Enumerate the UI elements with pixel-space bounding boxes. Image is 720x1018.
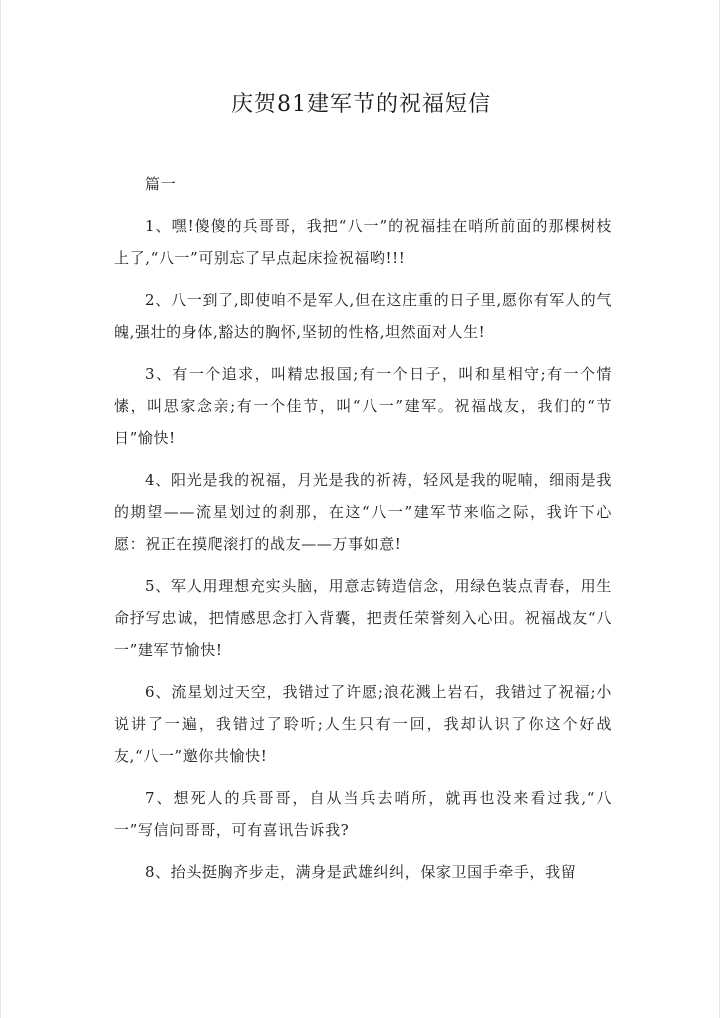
paragraph-4: 4、阳光是我的祝福，月光是我的祈祷，轻风是我的呢喃，细雨是我的期望——流星划过的刹那，在这“八一”建军节来临之际，我许下心愿：祝正在摸爬滚打的战友——万事如意!	[114, 471, 612, 553]
paragraph-2: 2、八一到了,即使咱不是军人,但在这庄重的日子里,愿你有军人的气魄,强壮的身体,豁达的胸怀,坚韧的性格,坦然面对人生!	[114, 291, 612, 341]
paragraph-8: 8、抬头挺胸齐步走，满身是武雄纠纠，保家卫国手牵手，我留	[145, 863, 577, 881]
document-title: 庆贺81建军节的祝福短信	[231, 92, 491, 117]
paragraph-5: 5、军人用理想充实头脑，用意志铸造信念，用绿色装点青春，用生命抒写忠诚，把情感思念打入背囊，把责任荣誉刻入心田。祝福战友“八一”建军节愉快!	[114, 577, 612, 659]
paragraph-3: 3、有一个追求，叫精忠报国;有一个日子，叫和星相守;有一个情愫，叫思家念亲;有一个佳节，叫“八一”建军。祝福战友，我们的“节日”愉快!	[114, 365, 612, 447]
document-body	[114, 168, 612, 888]
paragraph-7: 7、想死人的兵哥哥，自从当兵去哨所，就再也没来看过我,“八一”写信问哥哥，可有喜讯告诉我?	[114, 789, 612, 839]
paragraph-6: 6、流星划过天空，我错过了许愿;浪花溅上岩石，我错过了祝福;小说讲了一遍，我错过了聆听;人生只有一回，我却认识了你这个好战友,“八一”邀你共愉快!	[114, 683, 612, 765]
section-label: 篇一	[145, 175, 177, 193]
paragraph-1: 1、嘿!傻傻的兵哥哥，我把“八一”的祝福挂在哨所前面的那棵树枝上了,“八一”可别忘了早点起床捡祝福哟!!!	[114, 217, 612, 267]
